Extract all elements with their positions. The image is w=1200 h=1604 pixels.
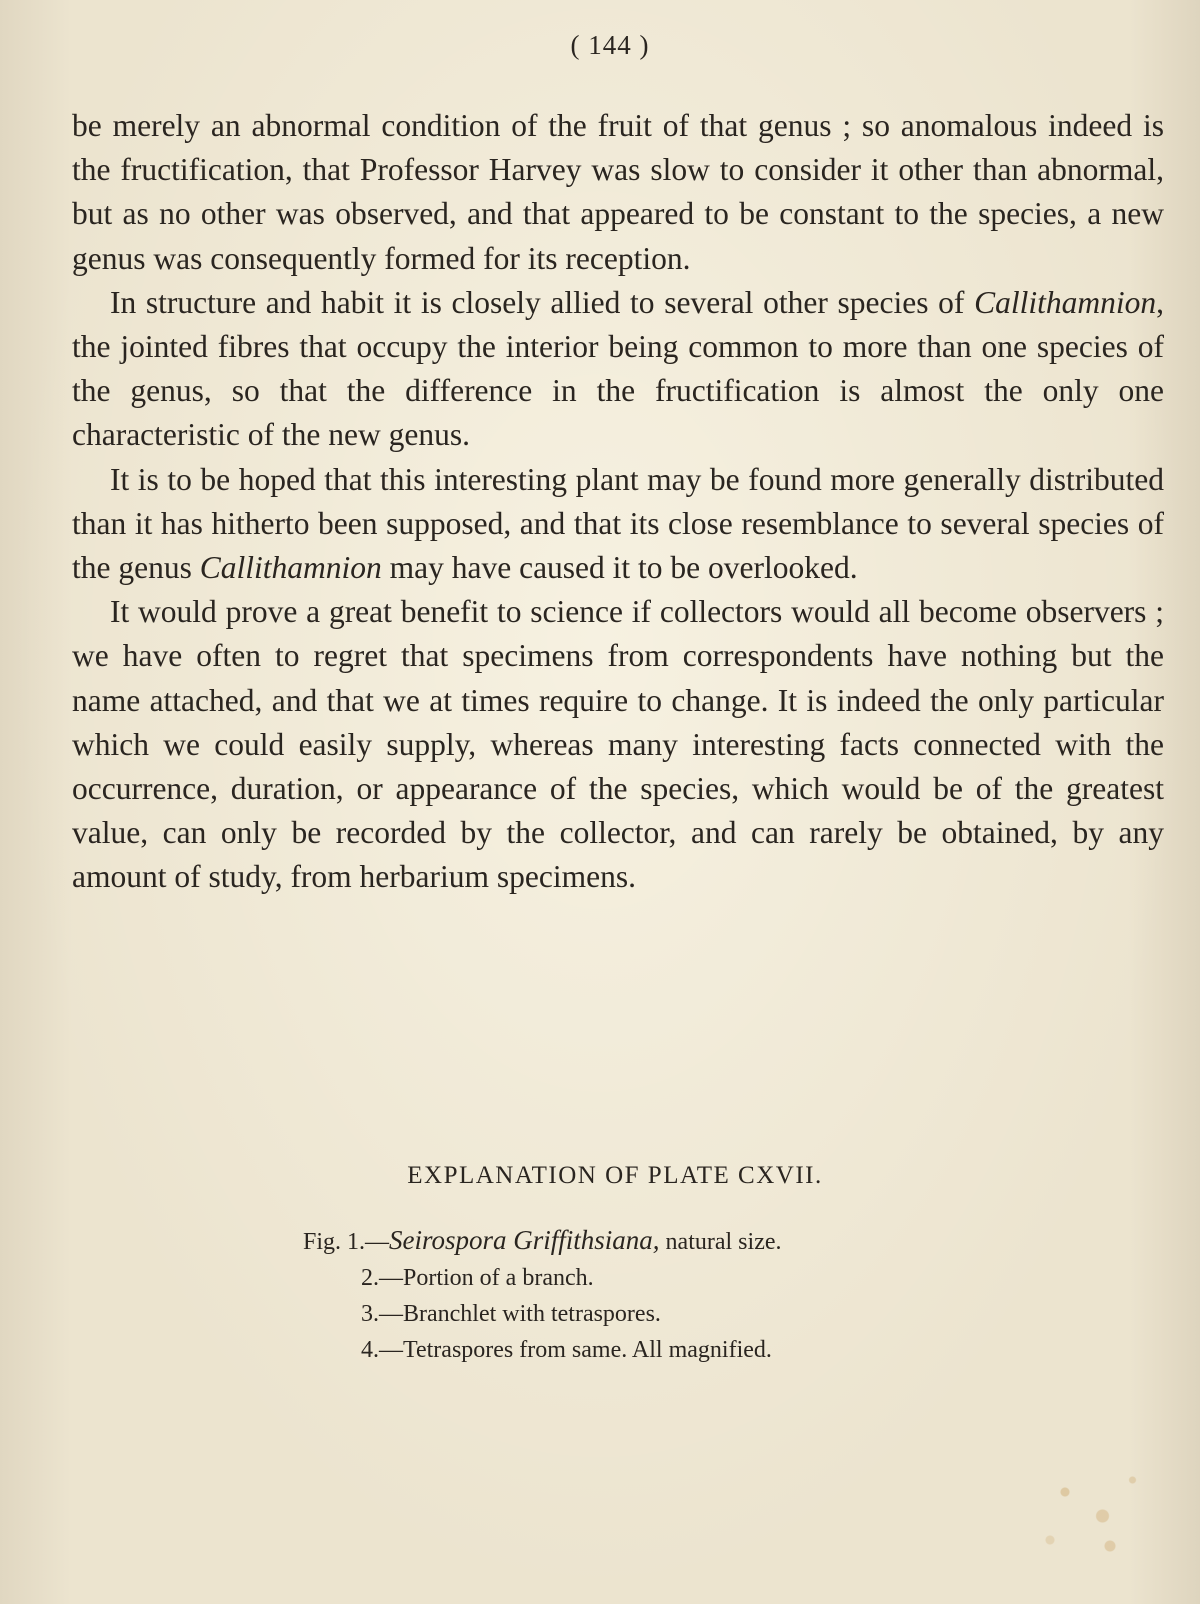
genus-name-italic: Callithamnion <box>974 284 1157 320</box>
paragraph-3-after: may have caused it to be overlooked. <box>381 550 858 586</box>
figure-4-caption: 4.—Tetraspores from same. All magnified. <box>361 1337 772 1363</box>
explanation-title: EXPLANATION OF PLATE CXVII. <box>407 1162 823 1189</box>
figure-2-caption: 2.—Portion of a branch. <box>361 1265 594 1291</box>
paragraph-2 <box>72 281 1164 458</box>
genus-name-italic: Callithamnion <box>199 550 382 586</box>
paragraph-3-before: It is to be hoped that this interesting plant may be found more generally distributed than it has hitherto been supposed, and that its close resemblance to several species of the genus <box>72 461 1164 586</box>
paragraph-2-before: In structure and habit it is closely allied to several other species of <box>110 284 975 320</box>
figure-1-suffix: natural size. <box>659 1229 782 1255</box>
figure-1-prefix: Fig. 1.— <box>303 1229 390 1255</box>
body-text <box>72 104 1164 900</box>
species-name: Seirospora Griffithsiana, <box>389 1225 660 1255</box>
paragraph-4: It would prove a great benefit to science if collectors would all become observers ; we have often to regret that specimens from correspondents have nothing but the name attached, and that we at times require to change. It is indeed the only particular which we could easily supply, whereas many interesting facts connected with the occurrence, duration, or appearance of the species, which would be of the greatest value, can only be recorded by the collector, and can rarely be obtained, by any amount of study, from herbarium specimens. <box>72 594 1164 895</box>
figure-list <box>303 1222 782 1368</box>
figure-3-caption: 3.—Branchlet with tetraspores. <box>361 1301 661 1327</box>
paragraph-1: be merely an abnormal condition of the fruit of that genus ; so anomalous indeed is the fructification, that Professor Harvey was slow to consider it other than abnormal, but as no other was observed, and that appeared to be constant to the species, a new genus was consequently formed for its reception. <box>72 108 1164 276</box>
paragraph-2-after: , the jointed fibres that occupy the interior being common to more than one species of the genus, so that the difference in the fructification is almost the only one characteristic of the new genus. <box>72 284 1164 453</box>
page-number: ( 144 ) <box>570 30 650 60</box>
figure-1-caption <box>303 1222 782 1260</box>
paragraph-3 <box>72 458 1164 591</box>
paper-foxing-stain <box>1020 1444 1170 1564</box>
plate-explanation <box>0 1162 1200 1363</box>
